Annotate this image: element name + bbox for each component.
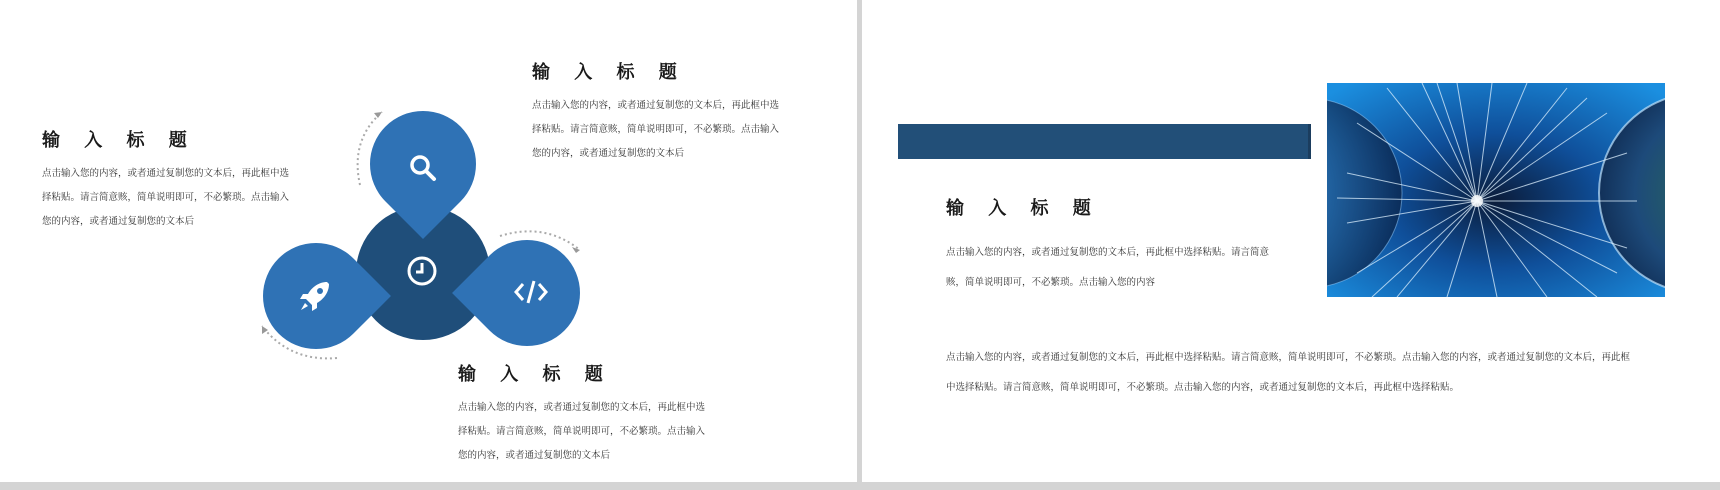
header-bar (898, 124, 1308, 159)
block-c-line: 您的内容，或者通过复制您的文本后 (458, 450, 611, 461)
right-bottom-line: 中选择粘贴。请言简意赅，简单说明即可，不必繁琐。点击输入您的内容，或者通过复制您的文本后，再此框中选择粘贴。 (946, 382, 1460, 393)
header-bar-accent (1308, 124, 1311, 159)
block-a-line: 择粘贴。请言简意赅，简单说明即可，不必繁琐。点击输入 (42, 192, 290, 203)
block-b-line: 择粘贴。请言简意赅，简单说明即可，不必繁琐。点击输入 (532, 124, 780, 135)
block-a-line: 点击输入您的内容，或者通过复制您的文本后，再此框中选 (42, 168, 290, 179)
block-a-title: 输 入 标 题 (42, 130, 196, 151)
right-slide (862, 0, 1720, 482)
right-bottom-line: 点击输入您的内容，或者通过复制您的文本后，再此框中选择粘贴。请言简意赅，简单说明即可，不必繁琐。点击输入您的内容，或者通过复制您的文本后，再此框 (946, 352, 1631, 363)
left-slide (0, 0, 857, 482)
right-bottom-body (946, 343, 1686, 403)
block-a-line: 您的内容，或者通过复制您的文本后 (42, 216, 195, 227)
block-b-line: 点击输入您的内容，或者通过复制您的文本后，再此框中选 (532, 100, 780, 111)
block-c-line: 择粘贴。请言简意赅，简单说明即可，不必繁琐。点击输入 (458, 426, 706, 437)
block-b-title: 输 入 标 题 (532, 62, 686, 83)
block-b-line: 您的内容，或者通过复制您的文本后 (532, 148, 685, 159)
rocket-icon (297, 278, 333, 314)
right-body-line: 点击输入您的内容，或者通过复制您的文本后，再此框中选择粘贴。请言简意 (946, 247, 1270, 258)
code-icon (514, 277, 548, 307)
clock-icon (405, 254, 439, 288)
search-icon (407, 152, 439, 184)
block-c-line: 点击输入您的内容，或者通过复制您的文本后，再此框中选 (458, 402, 706, 413)
right-title: 输 入 标 题 (946, 198, 1100, 219)
process-diagram (0, 0, 857, 482)
block-c-title: 输 入 标 题 (458, 364, 612, 385)
globe-light-burst-image (1327, 83, 1665, 297)
right-body (946, 238, 1326, 298)
right-body-line: 赅，简单说明即可，不必繁琐。点击输入您的内容 (946, 277, 1156, 288)
